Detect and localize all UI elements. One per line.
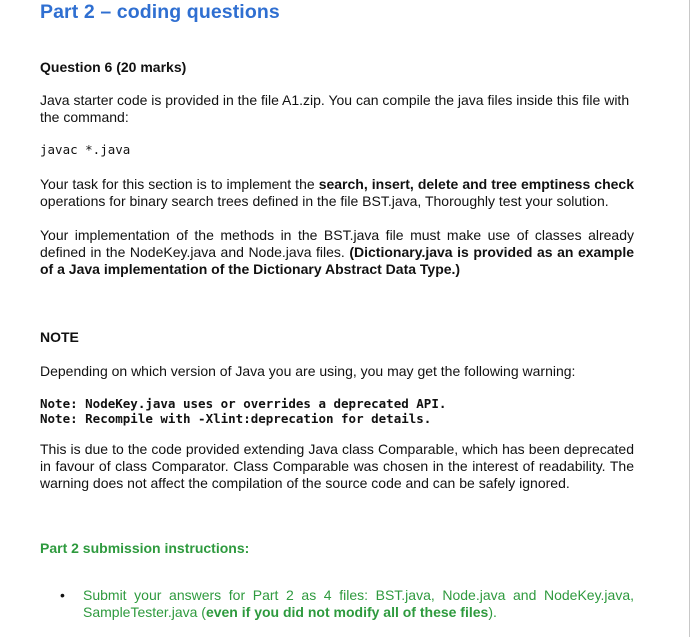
task-paragraph-1 (40, 176, 634, 210)
task-p1-bold-operations: search, insert, delete and tree emptiness check (318, 176, 634, 192)
note-intro: Depending on which version of Java you are using, you may get the following warning: (40, 363, 576, 379)
bullet-text-start: Submit your answers for Part 2 as 4 files: BST.java, Node.java and NodeKey.java, SampleTester.java ( (83, 587, 634, 620)
warning-line-1: Note: NodeKey.java uses or overrides a deprecated API. (40, 396, 447, 411)
note-explanation: This is due to the code provided extending Java class Comparable, which has been deprecated in favour of class Comparator. Class Comparable was chosen in the interest of readability. The warning does not affect the compilation of the source code and can be safely ignored. (40, 441, 634, 491)
compile-command: javac *.java (40, 142, 131, 157)
bullet-text-bold: even if you did not modify all of these files (205, 604, 489, 620)
bullet-text-end: ). (488, 604, 497, 620)
page-edge-divider (689, 0, 690, 637)
question-title: Question 6 (20 marks) (40, 59, 187, 75)
task-p2-bold-dictionary-note: (Dictionary.java is provided as an example of a Java implementation of the Dictionary Abstract Data Type.) (40, 244, 634, 277)
task-p1-text-start: Your task for this section is to implement the (40, 176, 319, 192)
part-heading: Part 2 – coding questions (40, 1, 280, 23)
submission-title: Part 2 submission instructions: (40, 540, 250, 556)
task-p2-text-start: Your implementation of the methods in the BST.java file must make use of classes already defined in the NodeKey.java and Node.java files. (40, 227, 634, 260)
question-intro: Java starter code is provided in the file A1.zip. You can compile the java files inside this file with the command: (40, 92, 630, 125)
bullet-dot-icon: • (60, 587, 65, 603)
task-p1-text-end: operations for binary search trees defined in the file BST.java, Thoroughly test your solution. (40, 193, 609, 209)
note-title: NOTE (40, 329, 79, 345)
warning-line-2: Note: Recompile with -Xlint:deprecation for details. (40, 411, 432, 426)
task-paragraph-2 (40, 227, 634, 278)
submission-bullet-text (83, 587, 634, 621)
